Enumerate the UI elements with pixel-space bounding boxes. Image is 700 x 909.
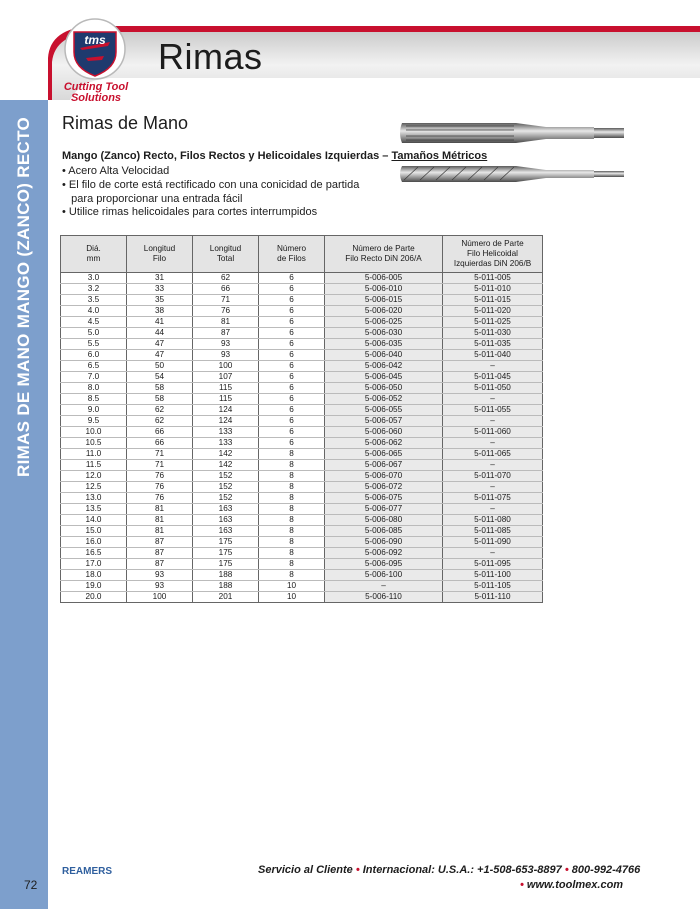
table-cell: 5-006-070 [325, 471, 443, 482]
table-cell: 12.0 [61, 471, 127, 482]
table-cell: 6 [259, 405, 325, 416]
table-cell: 87 [127, 548, 193, 559]
table-row [61, 394, 543, 405]
table-cell: 6 [259, 295, 325, 306]
table-cell: 6.0 [61, 350, 127, 361]
vertical-title-text: RIMAS DE MANO MANGO (ZANCO) RECTO [14, 117, 33, 477]
table-cell: 8.0 [61, 383, 127, 394]
table-cell: 5-006-042 [325, 361, 443, 372]
table-cell: 5-011-020 [443, 306, 543, 317]
table-row [61, 438, 543, 449]
table-cell: 5-011-085 [443, 526, 543, 537]
table-row [61, 361, 543, 372]
table-cell: 62 [127, 405, 193, 416]
table-cell: 124 [193, 405, 259, 416]
table-cell: 5-011-080 [443, 515, 543, 526]
metric-sizes-link[interactable]: Tamaños Métricos [391, 150, 488, 162]
table-row [61, 306, 543, 317]
table-cell: 93 [127, 570, 193, 581]
table-cell: 5-011-110 [443, 592, 543, 603]
table-cell: 10.5 [61, 438, 127, 449]
table-row [61, 537, 543, 548]
table-cell: 76 [127, 471, 193, 482]
table-cell: 81 [127, 515, 193, 526]
col-header-diameter: Diá. mm [61, 236, 127, 273]
table-cell: 5-006-015 [325, 295, 443, 306]
table-cell: 124 [193, 416, 259, 427]
table-cell: 115 [193, 394, 259, 405]
table-cell: 81 [127, 504, 193, 515]
table-cell: 9.0 [61, 405, 127, 416]
logo-subtitle-line-1: Cutting Tool [63, 81, 129, 93]
table-cell: 8 [259, 537, 325, 548]
table-cell: 18.0 [61, 570, 127, 581]
table-cell: 5-006-077 [325, 504, 443, 515]
table-row [61, 350, 543, 361]
table-row [61, 427, 543, 438]
table-cell: 5-006-020 [325, 306, 443, 317]
table-cell: 5-011-075 [443, 493, 543, 504]
section-title: Rimas de Mano [62, 113, 189, 133]
table-cell: 20.0 [61, 592, 127, 603]
table-cell: 188 [193, 581, 259, 592]
table-cell: 5-011-050 [443, 383, 543, 394]
table-cell: 4.5 [61, 317, 127, 328]
table-cell: – [443, 548, 543, 559]
table-cell: 8 [259, 559, 325, 570]
table-row [61, 372, 543, 383]
table-cell: 66 [127, 427, 193, 438]
table-cell: 5-011-045 [443, 372, 543, 383]
table-cell: 16.0 [61, 537, 127, 548]
table-row [61, 570, 543, 581]
table-cell: 142 [193, 449, 259, 460]
table-cell: 100 [127, 592, 193, 603]
subhead-prefix: Mango (Zanco) Recto, Filos Rectos y Helicoidales Izquierdas – [62, 150, 392, 162]
table-cell: 152 [193, 482, 259, 493]
table-row [61, 504, 543, 515]
table-cell: 8 [259, 570, 325, 581]
table-cell: 4.0 [61, 306, 127, 317]
table-row [61, 515, 543, 526]
table-cell: 5-011-095 [443, 559, 543, 570]
table-cell: 76 [193, 306, 259, 317]
table-cell: 62 [193, 273, 259, 284]
table-cell: 5-006-040 [325, 350, 443, 361]
table-cell: 5-006-030 [325, 328, 443, 339]
table-cell: 5-006-010 [325, 284, 443, 295]
table-cell: 5-006-060 [325, 427, 443, 438]
table-cell: 5-006-080 [325, 515, 443, 526]
table-cell: 93 [193, 339, 259, 350]
table-cell: 33 [127, 284, 193, 295]
table-cell: 163 [193, 515, 259, 526]
table-cell: 5-011-090 [443, 537, 543, 548]
table-cell: 142 [193, 460, 259, 471]
table-cell: 19.0 [61, 581, 127, 592]
table-cell: 5-006-090 [325, 537, 443, 548]
table-cell: 6 [259, 372, 325, 383]
table-cell: 71 [193, 295, 259, 306]
logo-text: tms [84, 33, 106, 47]
table-cell: 6 [259, 306, 325, 317]
table-cell: 152 [193, 493, 259, 504]
table-cell: 62 [127, 416, 193, 427]
table-cell: 5-006-045 [325, 372, 443, 383]
product-subhead [62, 150, 487, 162]
table-cell: 5-006-062 [325, 438, 443, 449]
table-cell: 10.0 [61, 427, 127, 438]
table-cell: 175 [193, 559, 259, 570]
table-cell: 8 [259, 548, 325, 559]
table-cell: 5-006-095 [325, 559, 443, 570]
table-cell: 35 [127, 295, 193, 306]
feature-bullets [62, 165, 359, 220]
table-cell: 5-006-072 [325, 482, 443, 493]
website-link[interactable]: www.toolmex.com [526, 879, 624, 891]
table-cell: 66 [193, 284, 259, 295]
table-cell: 5-006-005 [325, 273, 443, 284]
table-cell: 6 [259, 284, 325, 295]
table-row [61, 328, 543, 339]
table-cell: 41 [127, 317, 193, 328]
bullet-item: para proporcionar una entrada fácil [62, 192, 243, 205]
vertical-title [0, 112, 48, 482]
table-cell: 5-006-092 [325, 548, 443, 559]
table-cell: 8 [259, 482, 325, 493]
table-cell: – [443, 361, 543, 372]
bullet-item: • Acero Alta Velocidad [62, 165, 170, 177]
table-cell: 8 [259, 493, 325, 504]
table-cell: 201 [193, 592, 259, 603]
table-cell: 3.5 [61, 295, 127, 306]
footer-service-label: Servicio al Cliente [258, 864, 353, 876]
table-cell: 5.5 [61, 339, 127, 350]
table-cell: 5-011-040 [443, 350, 543, 361]
table-cell: 13.5 [61, 504, 127, 515]
table-cell: 5-011-025 [443, 317, 543, 328]
table-cell: 163 [193, 526, 259, 537]
table-cell: – [443, 460, 543, 471]
table-cell: 5-011-100 [443, 570, 543, 581]
straight-reamer-image [396, 117, 631, 149]
table-cell: – [443, 394, 543, 405]
bullet-item: • Utilice rimas helicoidales para cortes interrumpidos [62, 206, 318, 219]
helical-reamer-image [396, 162, 631, 186]
table-cell: 76 [127, 482, 193, 493]
bullet-dot-icon: • [520, 879, 527, 891]
col-header-flutes: Número de Filos [259, 236, 325, 273]
table-cell: 17.0 [61, 559, 127, 570]
table-row [61, 493, 543, 504]
table-cell: 5-006-100 [325, 570, 443, 581]
table-row [61, 482, 543, 493]
table-cell: 6 [259, 416, 325, 427]
table-cell: 115 [193, 383, 259, 394]
table-cell: 3.2 [61, 284, 127, 295]
table-cell: 6 [259, 339, 325, 350]
table-cell: 58 [127, 394, 193, 405]
table-cell: 87 [193, 328, 259, 339]
table-cell: 38 [127, 306, 193, 317]
table-cell: 15.0 [61, 526, 127, 537]
table-cell: 76 [127, 493, 193, 504]
table-cell: 10 [259, 581, 325, 592]
table-cell: 6 [259, 317, 325, 328]
table-cell: 81 [127, 526, 193, 537]
table-row [61, 548, 543, 559]
col-header-straight-part: Número de Parte Filo Recto DiN 206/A [325, 236, 443, 273]
table-cell: 8.5 [61, 394, 127, 405]
table-cell: 8 [259, 526, 325, 537]
table-cell: 5-006-025 [325, 317, 443, 328]
table-row [61, 460, 543, 471]
table-cell: 100 [193, 361, 259, 372]
table-cell: 5-006-057 [325, 416, 443, 427]
table-cell: 31 [127, 273, 193, 284]
logo-subtitle [54, 82, 138, 104]
bullet-item: • El filo de corte está rectificado con una conicidad de partida [62, 178, 360, 191]
table-row [61, 526, 543, 537]
table-cell: 5-011-060 [443, 427, 543, 438]
table-cell: 5-006-035 [325, 339, 443, 350]
table-cell: 11.5 [61, 460, 127, 471]
table-row [61, 581, 543, 592]
footer-toll-free: 800-992-4766 [571, 864, 641, 876]
table-cell: 16.5 [61, 548, 127, 559]
col-header-overall-length: Longitud Total [193, 236, 259, 273]
table-cell: 5-011-015 [443, 295, 543, 306]
table-cell: 5-011-035 [443, 339, 543, 350]
table-cell: 188 [193, 570, 259, 581]
table-cell: 5-006-052 [325, 394, 443, 405]
table-cell: 133 [193, 427, 259, 438]
footer-contact [258, 864, 640, 876]
table-cell: 71 [127, 449, 193, 460]
table-cell: 47 [127, 350, 193, 361]
table-cell: 93 [127, 581, 193, 592]
logo-subtitle-line-2: Solutions [70, 92, 122, 104]
table-cell: 5-006-110 [325, 592, 443, 603]
table-cell: 6 [259, 427, 325, 438]
table-cell: 54 [127, 372, 193, 383]
table-cell: 8 [259, 460, 325, 471]
table-row [61, 471, 543, 482]
table-row [61, 273, 543, 284]
table-row [61, 383, 543, 394]
table-row [61, 295, 543, 306]
table-row [61, 284, 543, 295]
table-cell: 5.0 [61, 328, 127, 339]
table-cell: 93 [193, 350, 259, 361]
table-cell: – [443, 482, 543, 493]
table-cell: – [443, 416, 543, 427]
footer-section-code: REAMERS [62, 866, 113, 877]
table-cell: 6 [259, 361, 325, 372]
page-number: 72 [24, 878, 38, 892]
table-cell: 5-011-065 [443, 449, 543, 460]
page-title: Rimas [158, 36, 263, 77]
table-body [61, 273, 543, 603]
table-row [61, 416, 543, 427]
table-cell: 107 [193, 372, 259, 383]
table-cell: 5-006-075 [325, 493, 443, 504]
table-cell: 66 [127, 438, 193, 449]
table-cell: 3.0 [61, 273, 127, 284]
table-cell: 44 [127, 328, 193, 339]
table-cell: 6 [259, 438, 325, 449]
table-cell: 6 [259, 273, 325, 284]
table-cell: 12.5 [61, 482, 127, 493]
table-cell: 5-006-055 [325, 405, 443, 416]
reamer-spec-table [60, 235, 543, 603]
table-row [61, 405, 543, 416]
table-cell: 6 [259, 328, 325, 339]
table-cell: 87 [127, 537, 193, 548]
table-cell: – [443, 504, 543, 515]
tms-logo[interactable] [64, 18, 126, 80]
table-cell: 5-006-067 [325, 460, 443, 471]
col-header-flute-length: Longitud Filo [127, 236, 193, 273]
table-cell: 81 [193, 317, 259, 328]
table-cell: 5-011-030 [443, 328, 543, 339]
table-cell: 5-006-065 [325, 449, 443, 460]
table-row [61, 559, 543, 570]
table-cell: 6 [259, 394, 325, 405]
bullet-dot-icon: • [564, 864, 572, 876]
table-cell: 71 [127, 460, 193, 471]
table-cell: 152 [193, 471, 259, 482]
table-cell: 6.5 [61, 361, 127, 372]
bullet-dot-icon: • [355, 864, 363, 876]
table-cell: 8 [259, 504, 325, 515]
table-cell: 8 [259, 449, 325, 460]
table-row [61, 339, 543, 350]
table-cell: 5-006-085 [325, 526, 443, 537]
table-cell: 6 [259, 383, 325, 394]
table-cell: 5-011-055 [443, 405, 543, 416]
footer-international: Internacional: U.S.A.: +1-508-653-8897 [362, 864, 562, 876]
table-cell: 133 [193, 438, 259, 449]
table-cell: 5-011-010 [443, 284, 543, 295]
table-cell: – [443, 438, 543, 449]
table-cell: 5-011-105 [443, 581, 543, 592]
table-cell: 11.0 [61, 449, 127, 460]
table-cell: 10 [259, 592, 325, 603]
table-cell: 5-011-070 [443, 471, 543, 482]
table-cell: 7.0 [61, 372, 127, 383]
table-cell: 163 [193, 504, 259, 515]
table-cell: 9.5 [61, 416, 127, 427]
table-header-row [61, 236, 543, 273]
col-header-helical-part: Número de Parte Filo Helicoidal Izquierdas DiN 206/B [443, 236, 543, 273]
table-cell: 8 [259, 471, 325, 482]
table-cell: 14.0 [61, 515, 127, 526]
table-cell: 58 [127, 383, 193, 394]
table-cell: 50 [127, 361, 193, 372]
table-cell: 175 [193, 548, 259, 559]
table-row [61, 592, 543, 603]
table-cell: 175 [193, 537, 259, 548]
table-cell: 6 [259, 350, 325, 361]
table-row [61, 317, 543, 328]
table-cell: 47 [127, 339, 193, 350]
table-cell: – [325, 581, 443, 592]
table-row [61, 449, 543, 460]
table-cell: 5-011-005 [443, 273, 543, 284]
table-cell: 5-006-050 [325, 383, 443, 394]
table-cell: 13.0 [61, 493, 127, 504]
footer-website [520, 879, 623, 891]
table-cell: 87 [127, 559, 193, 570]
table-cell: 8 [259, 515, 325, 526]
